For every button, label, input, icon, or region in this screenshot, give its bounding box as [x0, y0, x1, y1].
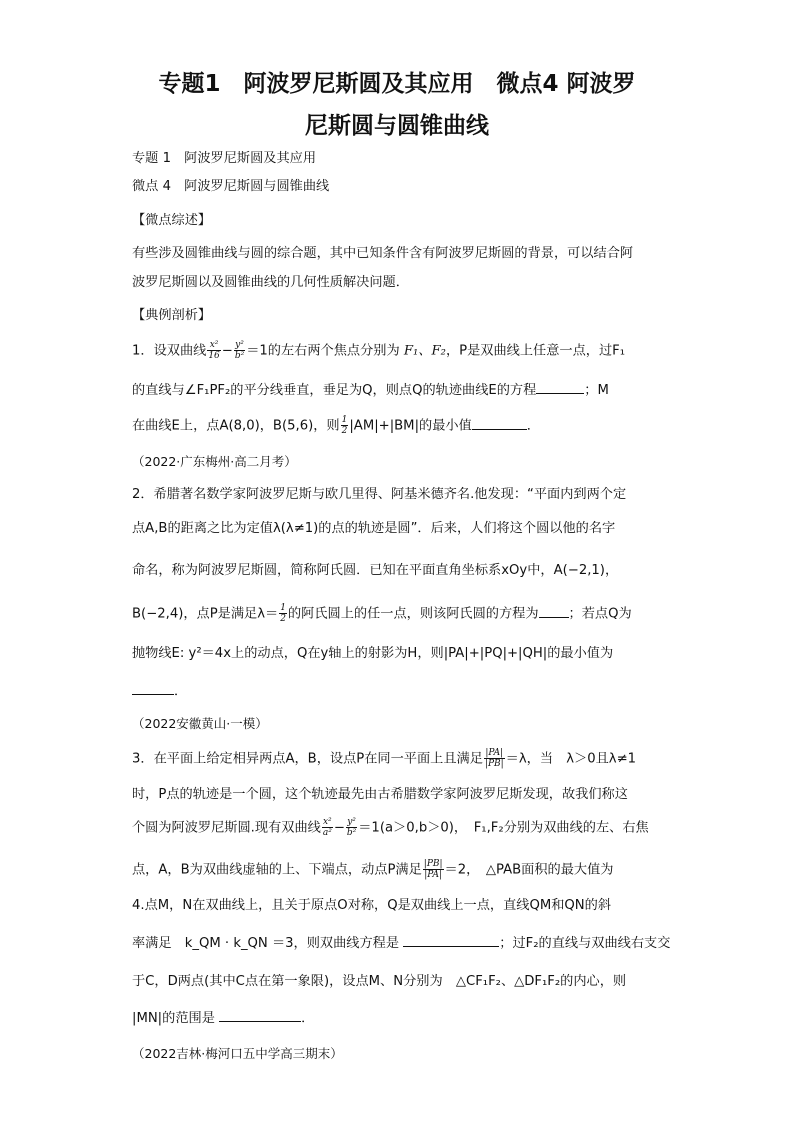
q1-fraction-y: $\frac{\text{y²}}{\text{b²}}$	[234, 340, 245, 361]
q1-fraction-half: $\frac{1}{2}$	[341, 415, 348, 436]
overview-heading: 【微点综述】	[132, 213, 212, 228]
overview-text-line-2: 波罗尼斯圆以及圆锥曲线的几何性质解决问题．	[132, 275, 409, 290]
q3-line-4: 点，A，B为双曲线虚轴的上、下端点，动点P满足 $\frac{|PB|}{|PA|}$ ＝2， △PAB面积的最大值为	[132, 859, 614, 880]
q3-line-7: 于C，D两点(其中C点在第一象限)，设点M、N分别为 △CF₁F₂、△DF₁F₂的内心，则	[132, 974, 627, 989]
q1-line-3: 在曲线E上，点A(8,0)，B(5,6)，则 $\frac{1}{2}$ |AM|+|BM|的最小值 ．	[132, 415, 540, 436]
q2-line-3: 命名，称为阿波罗尼斯圆，简称阿氏圆．已知在平面直角坐标系xOy中，A(−2,1)，	[132, 563, 619, 578]
q1-line-2: 的直线与∠F₁PF₂的平分线垂直，垂足为Q，则点Q的轨迹曲线E的方程 ；M	[132, 383, 609, 398]
q3-line-2: 时，P点的轨迹是一个圆，这个轨迹最先由古希腊数学家阿波罗尼斯发现，故我们称这	[132, 787, 628, 802]
q3-line-3: 个圆为阿波罗尼斯圆.现有双曲线 $\frac{\text{x²}}{\text{a²}}$ − $\frac{\text{y²}}{\text{b²}}$ ＝1(a＞0,b＞0)， F₁,F₂分别为双曲线的左、右焦	[132, 817, 649, 838]
q2-line-4: B(−2,4)，点P是满足λ＝ $\frac{1}{2}$ 的阿氏圆上的任一点，则该阿氏圆的方程为 ；若点Q为	[132, 603, 632, 624]
q2-source: （2022安徽黄山·一模）	[132, 716, 268, 731]
q1-fraction-x: $\frac{\text{x²}}{16}$	[208, 340, 220, 361]
q2-line-2: 点A,B的距离之比为定值λ(λ≠1)的点的轨迹是圆”．后来，人们将这个圆以他的名字	[132, 521, 616, 536]
examples-heading: 【典例剖析】	[132, 308, 212, 323]
q3-line-8: |MN|的范围是 ．	[132, 1011, 315, 1026]
topic-label: 专题 1 阿波罗尼斯圆及其应用	[132, 151, 317, 166]
q3-source: （2022吉林·梅河口五中学高三期末）	[132, 1046, 343, 1061]
q2-fraction-lambda: $\frac{1}{2}$	[280, 603, 286, 624]
document-title-line-2: 尼斯圆与圆锥曲线	[305, 113, 489, 139]
q3-fraction-ratio-2: $\frac{|PB|}{|PA|}$	[423, 859, 443, 880]
q2-line-6: ．	[132, 682, 662, 702]
q1-line-1: 1．设双曲线 $\frac{\text{x²}}{16}$ − $\frac{\text{y²}}{\text{b²}}$ ＝1的左右两个焦点分别为 F₁、F₂，P是双曲线上任意一点，过F₁	[132, 340, 626, 361]
q3-answer-blank-1[interactable]	[403, 934, 499, 947]
q1-source: （2022·广东梅州·高二月考）	[132, 454, 297, 469]
q3-line-1: 3．在平面上给定相异两点A，B，设点P在同一平面上且满足 $\frac{|PA|}{|PB|}$ ＝λ，当 λ＞0且λ≠1	[132, 748, 637, 769]
q1-answer-blank-1[interactable]	[536, 381, 584, 394]
q3-line-5: 4.点M，N在双曲线上，且关于原点O对称，Q是双曲线上一点，直线QM和QN的斜	[132, 898, 612, 913]
overview-text-line-1: 有些涉及圆锥曲线与圆的综合题，其中已知条件含有阿波罗尼斯圆的背景，可以结合阿	[132, 246, 634, 261]
q3-line-6: 率满足 k_QM · k_QN ＝3，则双曲线方程是 ；过F₂的直线与双曲线右支交	[132, 936, 671, 951]
micro-point-label: 微点 4 阿波罗尼斯圆与圆锥曲线	[132, 179, 330, 194]
q1-answer-blank-2[interactable]	[472, 417, 527, 430]
document-title-line-1: 专题1 阿波罗尼斯圆及其应用 微点4 阿波罗	[158, 71, 636, 97]
q3-fraction-x: $\frac{\text{x²}}{\text{a²}}$	[322, 817, 332, 838]
q1-text: 1．设双曲线	[132, 343, 207, 359]
q3-answer-blank-2[interactable]	[219, 1009, 301, 1022]
q2-answer-blank-2[interactable]	[132, 682, 174, 695]
q2-line-5: 抛物线E: y²＝4x上的动点，Q在y轴上的射影为H，则|PA|+|PQ|+|QH|的最小值为	[132, 646, 614, 661]
q2-line-1: 2．希腊著名数学家阿波罗尼斯与欧几里得、阿基米德齐名.他发现：“平面内到两个定	[132, 487, 627, 502]
q2-answer-blank-1[interactable]	[539, 605, 569, 618]
q3-fraction-y: $\frac{\text{y²}}{\text{b²}}$	[346, 817, 357, 838]
q3-fraction-ratio-1: $\frac{|PA|}{|PB|}$	[484, 748, 504, 769]
